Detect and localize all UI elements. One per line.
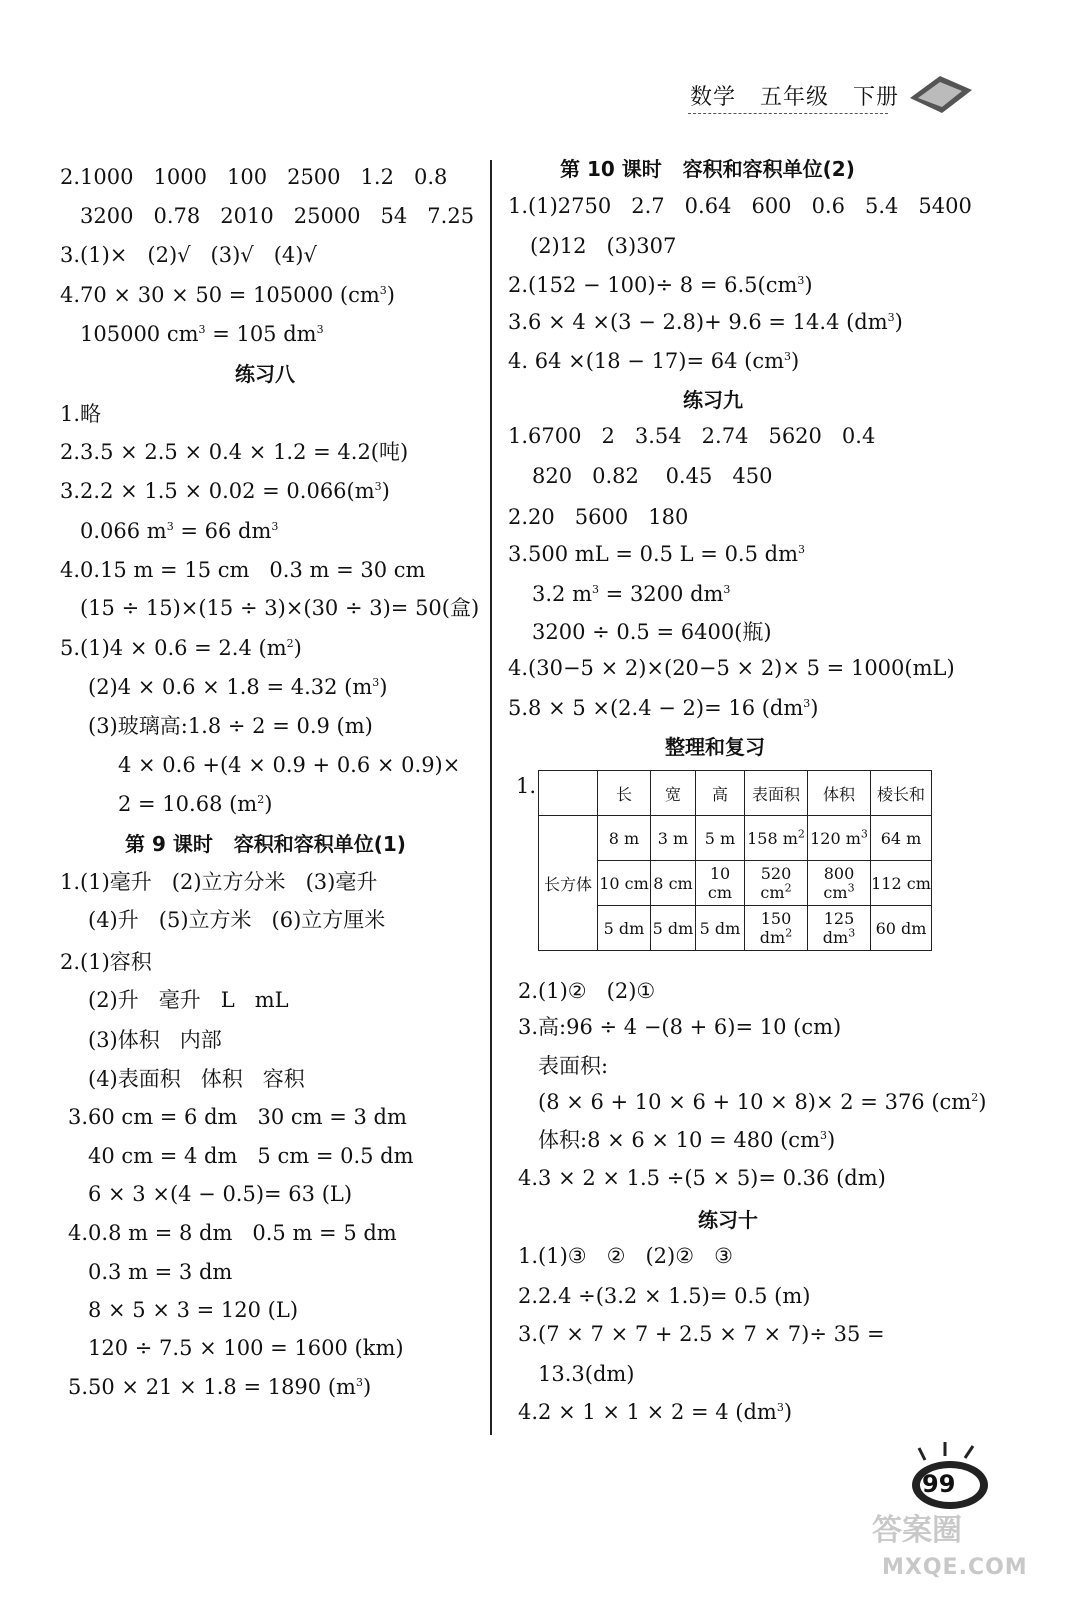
answer-line: 4.0.8 m = 8 dm 0.5 m = 5 dm <box>68 1221 397 1245</box>
answer-line: 2.2.4 ÷(3.2 × 1.5)= 0.5 (m) <box>518 1284 811 1308</box>
table-cell: 10 cm <box>696 861 745 906</box>
watermark-url: MXQE.COM <box>882 1555 1028 1580</box>
answer-line: 0.3 m = 3 dm <box>88 1260 233 1284</box>
table-cell: 3 m <box>651 816 696 861</box>
table-cell: 10 cm <box>598 861 651 906</box>
header-decoration-icon <box>900 68 980 118</box>
table-cell: 5 dm <box>696 906 745 951</box>
answer-line: 3.60 cm = 6 dm 30 cm = 3 dm <box>68 1105 407 1129</box>
page-number: 99 <box>922 1470 956 1498</box>
answer-line: 820 0.82 0.45 450 <box>532 464 773 488</box>
table-cell: 158 $m^2$ <box>745 816 808 861</box>
column-divider <box>490 160 492 1435</box>
table-cell: 64 m <box>871 816 932 861</box>
answer-line: 4.3 × 2 × 1.5 ÷(5 × 5)= 0.36 (dm) <box>518 1166 886 1190</box>
section-heading: 练习十 <box>698 1208 758 1232</box>
answer-line: 5.50 × 21 × 1.8 = 1890 $(m^3)$ <box>68 1375 372 1399</box>
table-cell: 8 cm <box>651 861 696 906</box>
answer-line: $2.(152 - 100)\div 8 = 6.5(cm^3)$ <box>508 273 813 297</box>
answer-line: 3.6 × 4 ×(3 − 2.8)+ 9.6 = 14.4 $(dm^3)$ <box>508 310 903 334</box>
answer-line: 4.2 × 1 × 1 × 2 = 4 $(dm^3)$ <box>518 1400 793 1424</box>
table-cell: 520 $cm^2$ <box>745 861 808 906</box>
section-heading: 第 9 课时 容积和容积单位(1) <box>125 832 406 856</box>
table-corner-cell <box>539 771 598 816</box>
answer-line: 表面积: <box>538 1054 609 1078</box>
section-heading: 第 10 课时 容积和容积单位(2) <box>560 157 855 181</box>
answer-line: 3.500 mL = 0.5 L = 0.5 $dm^3$ <box>508 542 805 566</box>
answer-line: 2.(1)② (2)① <box>518 979 656 1003</box>
table-header-cell: 体积 <box>808 771 871 816</box>
answer-line: 120 ÷ 7.5 × 100 = 1600 (km) <box>88 1336 404 1360</box>
answer-line: (4)表面积 体积 容积 <box>88 1067 305 1091</box>
answer-line: 3.高:96 ÷ 4 −(8 + 6)= 10 (cm) <box>518 1015 842 1039</box>
answer-line: 40 cm = 4 dm 5 cm = 0.5 dm <box>88 1144 414 1168</box>
answer-line: 1.略 <box>60 402 102 426</box>
answer-line: 4 × 0.6 +(4 × 0.9 + 0.6 × 0.9)× <box>118 753 461 777</box>
section-heading: 练习八 <box>235 362 295 386</box>
table-cell: 5 dm <box>651 906 696 951</box>
book-header-title: 数学 五年级 下册 <box>690 85 899 110</box>
answer-line: 4. 64 ×(18 − 17)= 64 $(cm^3)$ <box>508 349 800 373</box>
answer-line: 1.(1)③ ② (2)② ③ <box>518 1244 733 1268</box>
answer-line: 1.(1)毫升 (2)立方分米 (3)毫升 <box>60 870 378 894</box>
answer-line: 5.(1)4 × 0.6 = 2.4 $(m^2)$ <box>60 636 302 660</box>
answer-line: 3.(7 × 7 × 7 + 2.5 × 7 × 7)÷ 35 = <box>518 1322 885 1346</box>
answer-line: (3)体积 内部 <box>88 1028 222 1052</box>
table-cell: 5 dm <box>598 906 651 951</box>
answer-line: (2)12 (3)307 <box>530 234 677 258</box>
answer-line: 3.2 $m^3 = 3200$ $dm^3$ <box>532 582 731 606</box>
table-header-cell: 表面积 <box>745 771 808 816</box>
answer-line: (8 × 6 + 10 × 6 + 10 × 8)× 2 = 376 $(cm^2)$ <box>538 1090 987 1114</box>
table-cell: 5 m <box>696 816 745 861</box>
answer-line: 2.3.5 × 2.5 × 0.4 × 1.2 = 4.2(吨) <box>60 440 409 464</box>
table-row-label: 长方体 <box>539 816 598 951</box>
answer-line: 4.(30−5 × 2)×(20−5 × 2)× 5 = 1000(mL) <box>508 656 955 680</box>
answer-line: 2 = 10.68 $(m^2)$ <box>118 792 273 816</box>
table-cell: 8 m <box>598 816 651 861</box>
table-header-cell: 棱长和 <box>871 771 932 816</box>
answer-line: (2)4 × 0.6 × 1.8 = 4.32 $(m^3)$ <box>88 675 388 699</box>
table-header-cell: 宽 <box>651 771 696 816</box>
header-rule <box>688 113 888 114</box>
review-table-number: 1. <box>516 774 537 798</box>
section-heading: 整理和复习 <box>665 735 765 759</box>
answer-line: $3.2.2 \times 1.5 \times 0.02 = 0.066(m^3)$ <box>60 479 390 503</box>
answer-line: 13.3(dm) <box>538 1362 635 1386</box>
answer-line: (15 ÷ 15)×(15 ÷ 3)×(30 ÷ 3)= 50(盒) <box>80 596 480 620</box>
answer-line: 5.8 × 5 ×(2.4 − 2)= 16 $(dm^3)$ <box>508 696 819 720</box>
answer-line: 8 × 5 × 3 = 120 (L) <box>88 1298 299 1322</box>
table-cell: 150 $dm^2$ <box>745 906 808 951</box>
answer-line: 2.20 5600 180 <box>508 505 689 529</box>
answer-line: (3)玻璃高:1.8 ÷ 2 = 0.9 (m) <box>88 714 373 738</box>
answer-line: 2.(1)容积 <box>60 950 152 974</box>
table-header-cell: 长 <box>598 771 651 816</box>
answer-line: (4)升 (5)立方米 (6)立方厘米 <box>88 908 386 932</box>
watermark-logo: 答案圈 <box>872 1513 962 1548</box>
answer-line: 2.1000 1000 100 2500 1.2 0.8 <box>60 165 448 189</box>
answer-line: 1.6700 2 3.54 2.74 5620 0.4 <box>508 424 876 448</box>
table-cell: 125 $dm^3$ <box>808 906 871 951</box>
answer-line: 3200 ÷ 0.5 = 6400(瓶) <box>532 620 772 644</box>
table-header-cell: 高 <box>696 771 745 816</box>
answer-line: 3200 0.78 2010 25000 54 7.25 <box>80 204 475 228</box>
answer-line: 1.(1)2750 2.7 0.64 600 0.6 5.4 5400 <box>508 194 972 218</box>
table-cell: 800 $cm^3$ <box>808 861 871 906</box>
answer-line: 0.066 $m^3 = 66$ $dm^3$ <box>80 519 279 543</box>
table-cell: 120 $m^3$ <box>808 816 871 861</box>
answer-line: 体积:8 × 6 × 10 = 480 $(cm^3)$ <box>538 1128 836 1152</box>
answer-line: (2)升 毫升 L mL <box>88 988 289 1012</box>
table-cell: 112 cm <box>871 861 932 906</box>
answer-line: 6 × 3 ×(4 − 0.5)= 63 (L) <box>88 1182 353 1206</box>
review-table <box>538 770 932 951</box>
answer-line: 4.0.15 m = 15 cm 0.3 m = 30 cm <box>60 558 426 582</box>
answer-line: 105000 $cm^3 = 105$ $dm^3$ <box>80 322 324 346</box>
table-cell: 60 dm <box>871 906 932 951</box>
section-heading: 练习九 <box>683 388 743 412</box>
answer-line: 3.(1)× (2)√ (3)√ (4)√ <box>60 243 317 267</box>
answer-line: 4.70 × 30 × 50 = 105000 $(cm^3)$ <box>60 283 395 307</box>
